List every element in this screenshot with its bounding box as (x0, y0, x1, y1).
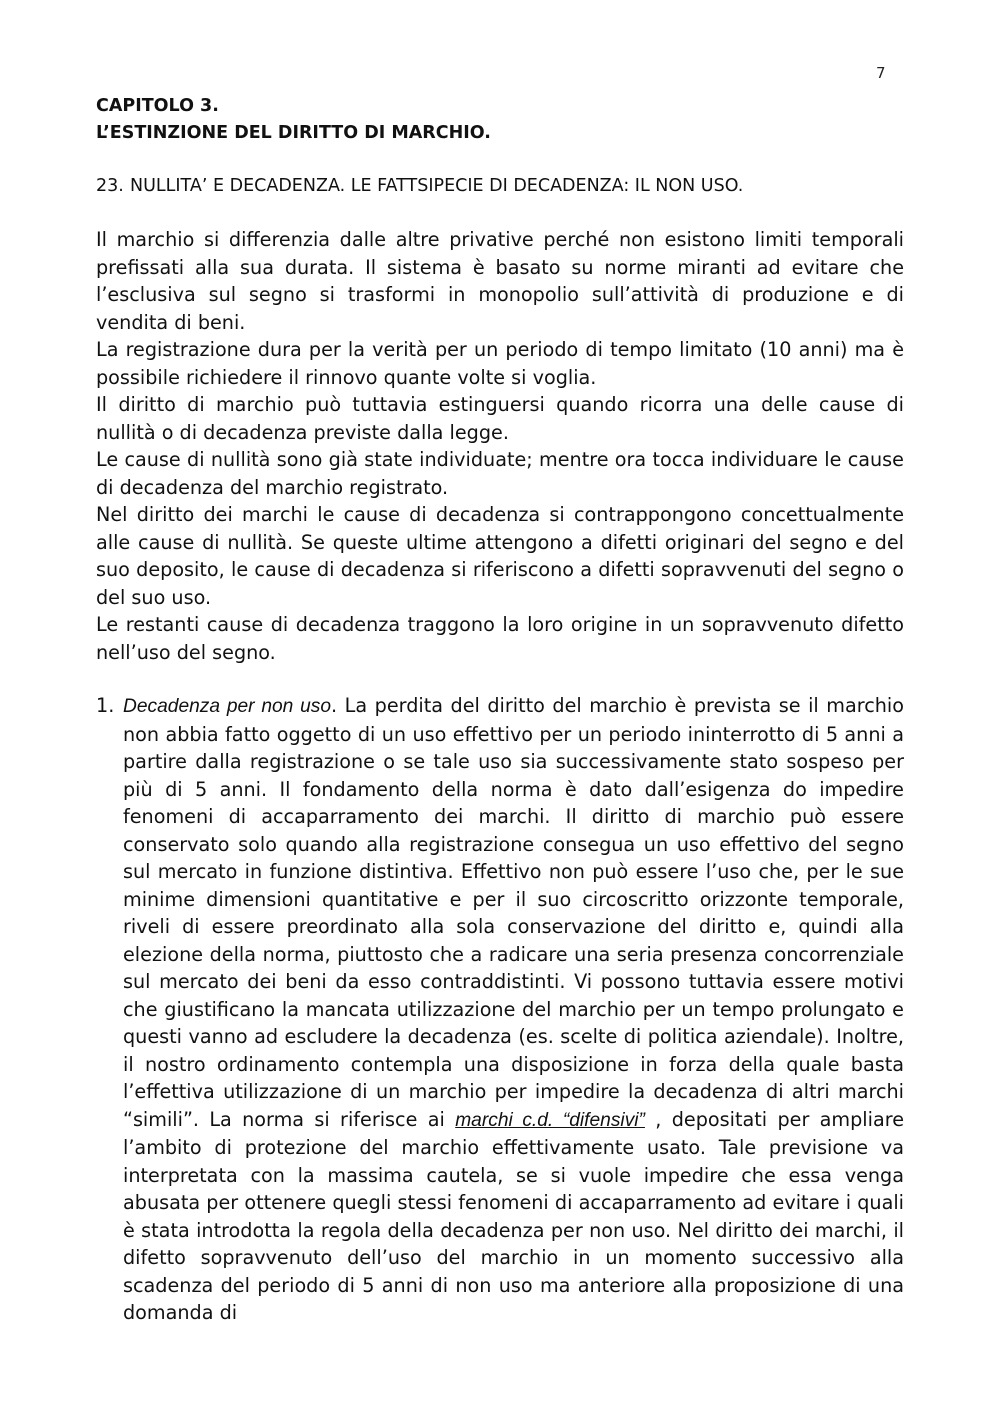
list-item-term: Decadenza per non uso (123, 696, 332, 717)
page-number: 7 (876, 64, 886, 82)
section-title: NULLITA’ E DECADENZA. LE FATTSIPECIE DI DECADENZA: IL NON USO. (130, 176, 744, 196)
paragraph: Nel diritto dei marchi le cause di decadenza si contrappongono concettualmente alle cause di nullità. Se queste ultime attengono a difetti originari del segno e del suo deposito, le cause di decadenza si riferiscono a difetti sopravvenuti del segno o del suo uso. (96, 503, 904, 609)
chapter-title: L’ESTINZIONE DEL DIRITTO DI MARCHIO. (96, 123, 491, 143)
list-marker: 1. (96, 694, 115, 717)
paragraph: Le cause di nullità sono già state individuate; mentre ora tocca individuare le cause di decadenza del marchio registrato. (96, 448, 904, 499)
list-item-text: . La perdita del diritto del marchio è prevista se il marchio non abbia fatto oggetto di un uso effettivo per un periodo ininterrotto di 5 anni a partire dalla registrazione o se tale uso sia successivamente stato sospeso per più di 5 anni. Il fondamento della norma è dato dall’esigenza do impedire fenomeni di accaparramento dei marchi. Il diritto di marchio può essere conservato solo quando alla registrazione consegua un uso effettivo del segno sul mercato in funzione distintiva. Effettivo non può essere l’uso che, per le sue minime dimensioni quantitative e per il suo circoscritto orizzonte temporale, riveli di essere preordinato alla sola conservazione del diritto e, quindi alla elezione della norma, piuttosto che a radicare una seria presenza concorrenziale sul mercato dei beni da esso contraddistinti. Vi possono tuttavia essere motivi che giustificano la mancata utilizzazione del marchio per un tempo prolungato e questi vanno ad escludere la decadenza (es. scelte di politica aziendale). Inoltre, il nostro ordinamento contempla una disposizione in forza della quale basta l’effettiva utilizzazione di un marchio per impedire la decadenza di altri marchi “simili”. La norma si riferisce ai (123, 694, 904, 1131)
paragraph: Le restanti cause di decadenza traggono la loro origine in un sopravvenuto difetto nell’uso del segno. (96, 613, 904, 664)
numbered-list (96, 692, 904, 1327)
section-heading (96, 173, 916, 200)
body-text (96, 226, 904, 666)
list-item-text-continued: , depositati per ampliare l’ambito di protezione del marchio effettivamente usato. Tale previsione va interpretata con la massima cautela, se si vuole impedire che essa venga abusata per ottenere quegli stessi fenomeni di accaparramento ad evitare i quali è stata introdotta la regola della decadenza per non uso. Nel diritto dei marchi, il difetto sopravvenuto dell’uso del marchio in un momento successivo alla scadenza del periodo di 5 anni di non uso ma anteriore alla proposizione di una domanda di (123, 1107, 904, 1324)
paragraph: Il marchio si differenzia dalle altre privative perché non esistono limiti temporali prefissati alla sua durata. Il sistema è basato su norme miranti ad evitare che l’esclusiva sul segno si trasformi in monopolio sull’attività di produzione e di vendita di beni. (96, 228, 904, 334)
chapter-number: CAPITOLO 3. (96, 96, 219, 116)
chapter-heading (96, 93, 906, 147)
list-item (96, 692, 904, 1327)
section-number: 23. (96, 176, 124, 196)
paragraph: Il diritto di marchio può tuttavia estinguersi quando ricorra una delle cause di nullità o di decadenza previste dalla legge. (96, 393, 904, 444)
underlined-term: marchi c.d. “difensivi” (455, 1109, 645, 1131)
paragraph: La registrazione dura per la verità per un periodo di tempo limitato (10 anni) ma è possibile richiedere il rinnovo quante volte si voglia. (96, 338, 904, 389)
